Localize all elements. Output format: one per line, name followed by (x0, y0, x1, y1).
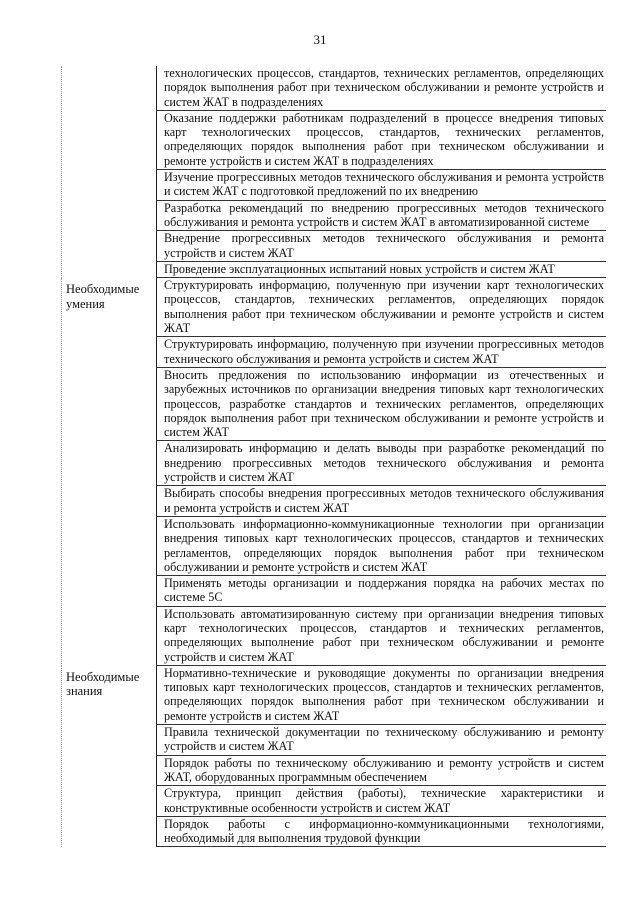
table-cell: Вносить предложения по использованию информации из отечественных и зарубежных источников по организации внедрения типовых карт технологических процессов, разработке стандартов и технических регламентов, определяющих порядок выполнения работ при техническом обслуживании и ремонте устройств и систем ЖАТ (156, 368, 606, 441)
table-cell: Разработка рекомендаций по внедрению прогрессивных методов технического обслуживания и ремонта устройств и систем ЖАТ в автоматизированной системе (156, 201, 606, 232)
table-cell: Внедрение прогрессивных методов технического обслуживания и ремонта устройств и систем ЖАТ (156, 231, 606, 262)
table-cell: Структурировать информацию, полученную при изучении карт технологических процессов, стандартов, технических регламентов, определяющих порядок выполнения работ при техническом обслуживании и ремонте устройств и систем ЖАТ (156, 278, 606, 337)
table-row-knowledge (61, 666, 606, 848)
table-row-skills (61, 278, 606, 666)
row-content-knowledge (156, 666, 606, 848)
table-cell: Изучение прогрессивных методов технического обслуживания и ремонта устройств и систем ЖАТ с подготовкой предложений по их внедрению (156, 170, 606, 201)
table-cell: Использовать информационно-коммуникационные технологии при организации внедрения типовых карт технологических процессов, стандартов и технических регламентов, определяющих порядок выполнения работ при техническом обслуживании и ремонте устройств и систем ЖАТ (156, 517, 606, 576)
table-cell: Структура, принцип действия (работы), технические характеристики и конструктивные особенности устройств и систем ЖАТ (156, 786, 606, 817)
page-number: 31 (313, 32, 327, 47)
table-cell: Структурировать информацию, полученную при изучении прогрессивных методов технического обслуживания и ремонта устройств и систем ЖАТ (156, 337, 606, 368)
table-cell: Использовать автоматизированную систему при организации внедрения типовых карт технологических процессов, стандартов и технических регламентов, определяющих выполнение работ при техническом обслуживании и ремонте устройств и систем ЖАТ (156, 607, 606, 666)
table-row-tasks (61, 66, 606, 278)
table-cell: Применять методы организации и поддержания порядка на рабочих местах по системе 5С (156, 576, 606, 607)
table-cell: технологических процессов, стандартов, технических регламентов, определяющих порядок выполнения работ при техническом обслуживании и ремонте устройств и систем ЖАТ в подразделениях (156, 66, 606, 111)
row-label-empty (61, 66, 156, 278)
table-cell: Порядок работы по техническому обслуживанию и ремонту устройств и систем ЖАТ, оборудованных программным обеспечением (156, 756, 606, 787)
table-cell: Оказание поддержки работникам подразделений в процессе внедрения типовых карт технологических процессов, стандартов, технических регламентов, определяющих порядок выполнения работ при техническом обслуживании и ремонте устройств и систем ЖАТ в подразделениях (156, 111, 606, 170)
row-content-tasks (156, 66, 606, 278)
row-label-skills: Необходимые умения (61, 278, 156, 666)
table-cell: Анализировать информацию и делать выводы при разработке рекомендаций по внедрению прогрессивных методов технического обслуживания и ремонта устройств и систем ЖАТ (156, 441, 606, 486)
table-cell: Выбирать способы внедрения прогрессивных методов технического обслуживания и ремонта устройств и систем ЖАТ (156, 486, 606, 517)
table-cell: Порядок работы с информационно-коммуникационными технологиями, необходимый для выполнения трудовой функции (156, 817, 606, 848)
row-content-skills (156, 278, 606, 666)
row-label-knowledge: Необходимые знания (61, 666, 156, 848)
competency-table (61, 66, 606, 847)
table-cell: Нормативно-технические и руководящие документы по организации внедрения типовых карт технологических процессов, стандартов и технических регламентов, определяющих порядок выполнения работ при техническом обслуживании и ремонте устройств и систем ЖАТ (156, 666, 606, 725)
table-cell: Правила технической документации по техническому обслуживанию и ремонту устройств и систем ЖАТ (156, 725, 606, 756)
table-cell: Проведение эксплуатационных испытаний новых устройств и систем ЖАТ (156, 262, 606, 278)
